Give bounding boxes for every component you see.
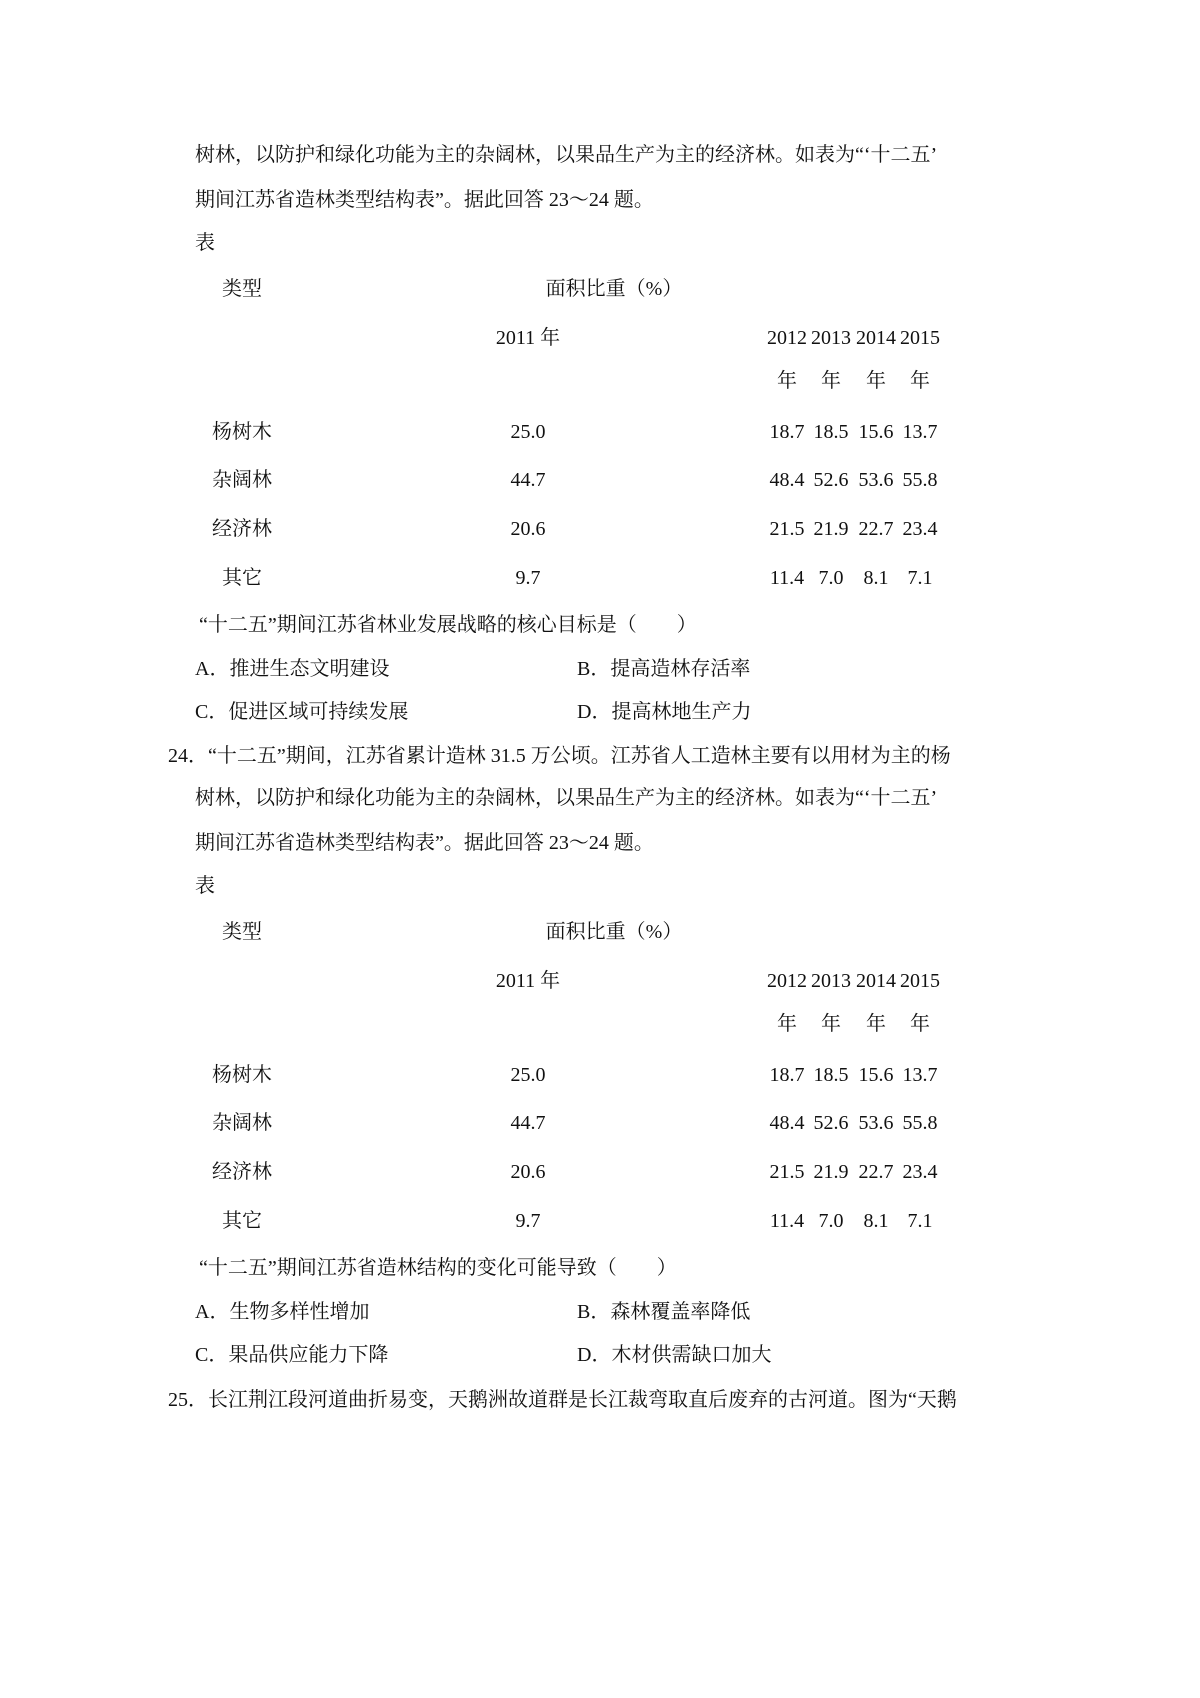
header-year-unit: 年 [866, 1013, 886, 1035]
table-year-row [0, 326, 1200, 350]
table-year-row [0, 969, 1200, 993]
cell-2014: 53.6 [858, 1112, 894, 1134]
header-year-unit: 年 [866, 370, 886, 392]
cell-2011: 25.0 [510, 421, 546, 443]
q23-material-block [0, 0, 1200, 730]
header-year: 2015 [900, 327, 940, 349]
intro-line: 树林，以防护和绿化功能为主的杂阔林，以果品生产为主的经济林。如表为“‘十二五’ [195, 787, 938, 809]
header-type: 类型 [222, 921, 262, 943]
header-year-unit: 年 [910, 370, 930, 392]
cell-2015: 7.1 [907, 567, 933, 589]
cell-2011: 20.6 [510, 518, 546, 540]
header-year: 2015 [900, 970, 940, 992]
header-year: 2013 [811, 970, 851, 992]
cell-type: 其它 [222, 1210, 262, 1232]
cell-2014: 53.6 [858, 469, 894, 491]
header-year: 2014 [856, 970, 896, 992]
cell-2012: 11.4 [769, 1210, 805, 1232]
table-row [0, 420, 1200, 444]
intro-line: 树林，以防护和绿化功能为主的杂阔林，以果品生产为主的经济林。如表为“‘十二五’ [195, 144, 938, 166]
cell-2015: 55.8 [902, 1112, 938, 1134]
cell-2012: 18.7 [769, 421, 805, 443]
table-header-row [0, 920, 1200, 944]
intro-line: 期间江苏省造林类型结构表”。据此回答 23～24 题。 [195, 189, 654, 211]
cell-2011: 44.7 [510, 469, 546, 491]
header-year-2011: 2011 年 [495, 970, 561, 992]
header-year-unit: 年 [821, 370, 841, 392]
cell-2013: 18.5 [813, 1064, 849, 1086]
header-year: 2012 [767, 327, 807, 349]
option-c: C．果品供应能力下降 [195, 1344, 389, 1366]
cell-type: 经济林 [212, 1161, 272, 1183]
option-c: C．促进区域可持续发展 [195, 701, 409, 723]
header-year: 2014 [856, 327, 896, 349]
table-row [0, 517, 1200, 541]
header-area-share: 面积比重（%） [545, 921, 683, 943]
option-b: B．提高造林存活率 [577, 658, 751, 680]
cell-2011: 9.7 [515, 1210, 541, 1232]
header-year-2011: 2011 年 [495, 327, 561, 349]
cell-2013: 18.5 [813, 421, 849, 443]
table-caption: 表 [195, 875, 215, 897]
question-25-first-line [168, 1388, 957, 1412]
cell-2015: 13.7 [902, 1064, 938, 1086]
cell-2013: 7.0 [818, 567, 844, 589]
option-a: A．生物多样性增加 [195, 1301, 370, 1323]
cell-2011: 44.7 [510, 1112, 546, 1134]
cell-2012: 21.5 [769, 518, 805, 540]
question-text: 长江荆江段河道曲折易变，天鹅洲故道群是长江裁弯取直后废弃的古河道。图为“天鹅 [208, 1389, 957, 1411]
cell-type: 杨树木 [212, 421, 272, 443]
cell-2014: 22.7 [858, 1161, 894, 1183]
cell-2014: 8.1 [863, 1210, 889, 1232]
question-stem: “十二五”期间江苏省造林结构的变化可能导致（ ） [199, 1257, 677, 1279]
option-d: D．提高林地生产力 [577, 701, 752, 723]
table-row [0, 566, 1200, 590]
question-text: “十二五”期间，江苏省累计造林 31.5 万公顷。江苏省人工造林主要有以用材为主的杨 [208, 745, 951, 767]
table-caption: 表 [195, 232, 215, 254]
cell-2013: 52.6 [813, 469, 849, 491]
question-stem: “十二五”期间江苏省林业发展战略的核心目标是（ ） [199, 614, 697, 636]
table-row [0, 1160, 1200, 1184]
cell-2013: 7.0 [818, 1210, 844, 1232]
cell-type: 其它 [222, 567, 262, 589]
table-row [0, 1063, 1200, 1087]
header-year: 2013 [811, 327, 851, 349]
cell-2015: 23.4 [902, 518, 938, 540]
table-year-unit-row [0, 369, 1200, 393]
cell-2014: 15.6 [858, 1064, 894, 1086]
question-number: 25． [168, 1389, 208, 1411]
cell-2015: 7.1 [907, 1210, 933, 1232]
cell-type: 杨树木 [212, 1064, 272, 1086]
cell-2012: 48.4 [769, 469, 805, 491]
cell-2013: 52.6 [813, 1112, 849, 1134]
header-year-unit: 年 [910, 1013, 930, 1035]
cell-2013: 21.9 [813, 1161, 849, 1183]
cell-2011: 20.6 [510, 1161, 546, 1183]
q24-material-block [0, 643, 1200, 1373]
cell-2012: 18.7 [769, 1064, 805, 1086]
cell-type: 经济林 [212, 518, 272, 540]
table-row [0, 1209, 1200, 1233]
cell-2014: 22.7 [858, 518, 894, 540]
cell-2015: 23.4 [902, 1161, 938, 1183]
question-number: 24． [168, 745, 208, 767]
cell-2015: 55.8 [902, 469, 938, 491]
option-d: D．木材供需缺口加大 [577, 1344, 772, 1366]
cell-type: 杂阔林 [212, 1112, 272, 1134]
table-row [0, 1111, 1200, 1135]
cell-2011: 25.0 [510, 1064, 546, 1086]
header-year-unit: 年 [777, 370, 797, 392]
header-area-share: 面积比重（%） [545, 278, 683, 300]
cell-2012: 48.4 [769, 1112, 805, 1134]
table-header-row [0, 277, 1200, 301]
option-a: A．推进生态文明建设 [195, 658, 390, 680]
header-year-unit: 年 [821, 1013, 841, 1035]
cell-type: 杂阔林 [212, 469, 272, 491]
cell-2014: 8.1 [863, 567, 889, 589]
cell-2011: 9.7 [515, 567, 541, 589]
cell-2012: 21.5 [769, 1161, 805, 1183]
cell-2013: 21.9 [813, 518, 849, 540]
table-row [0, 468, 1200, 492]
cell-2012: 11.4 [769, 567, 805, 589]
header-type: 类型 [222, 278, 262, 300]
table-year-unit-row [0, 1012, 1200, 1036]
header-year-unit: 年 [777, 1013, 797, 1035]
cell-2015: 13.7 [902, 421, 938, 443]
option-b: B．森林覆盖率降低 [577, 1301, 751, 1323]
header-year: 2012 [767, 970, 807, 992]
intro-line: 期间江苏省造林类型结构表”。据此回答 23～24 题。 [195, 832, 654, 854]
cell-2014: 15.6 [858, 421, 894, 443]
